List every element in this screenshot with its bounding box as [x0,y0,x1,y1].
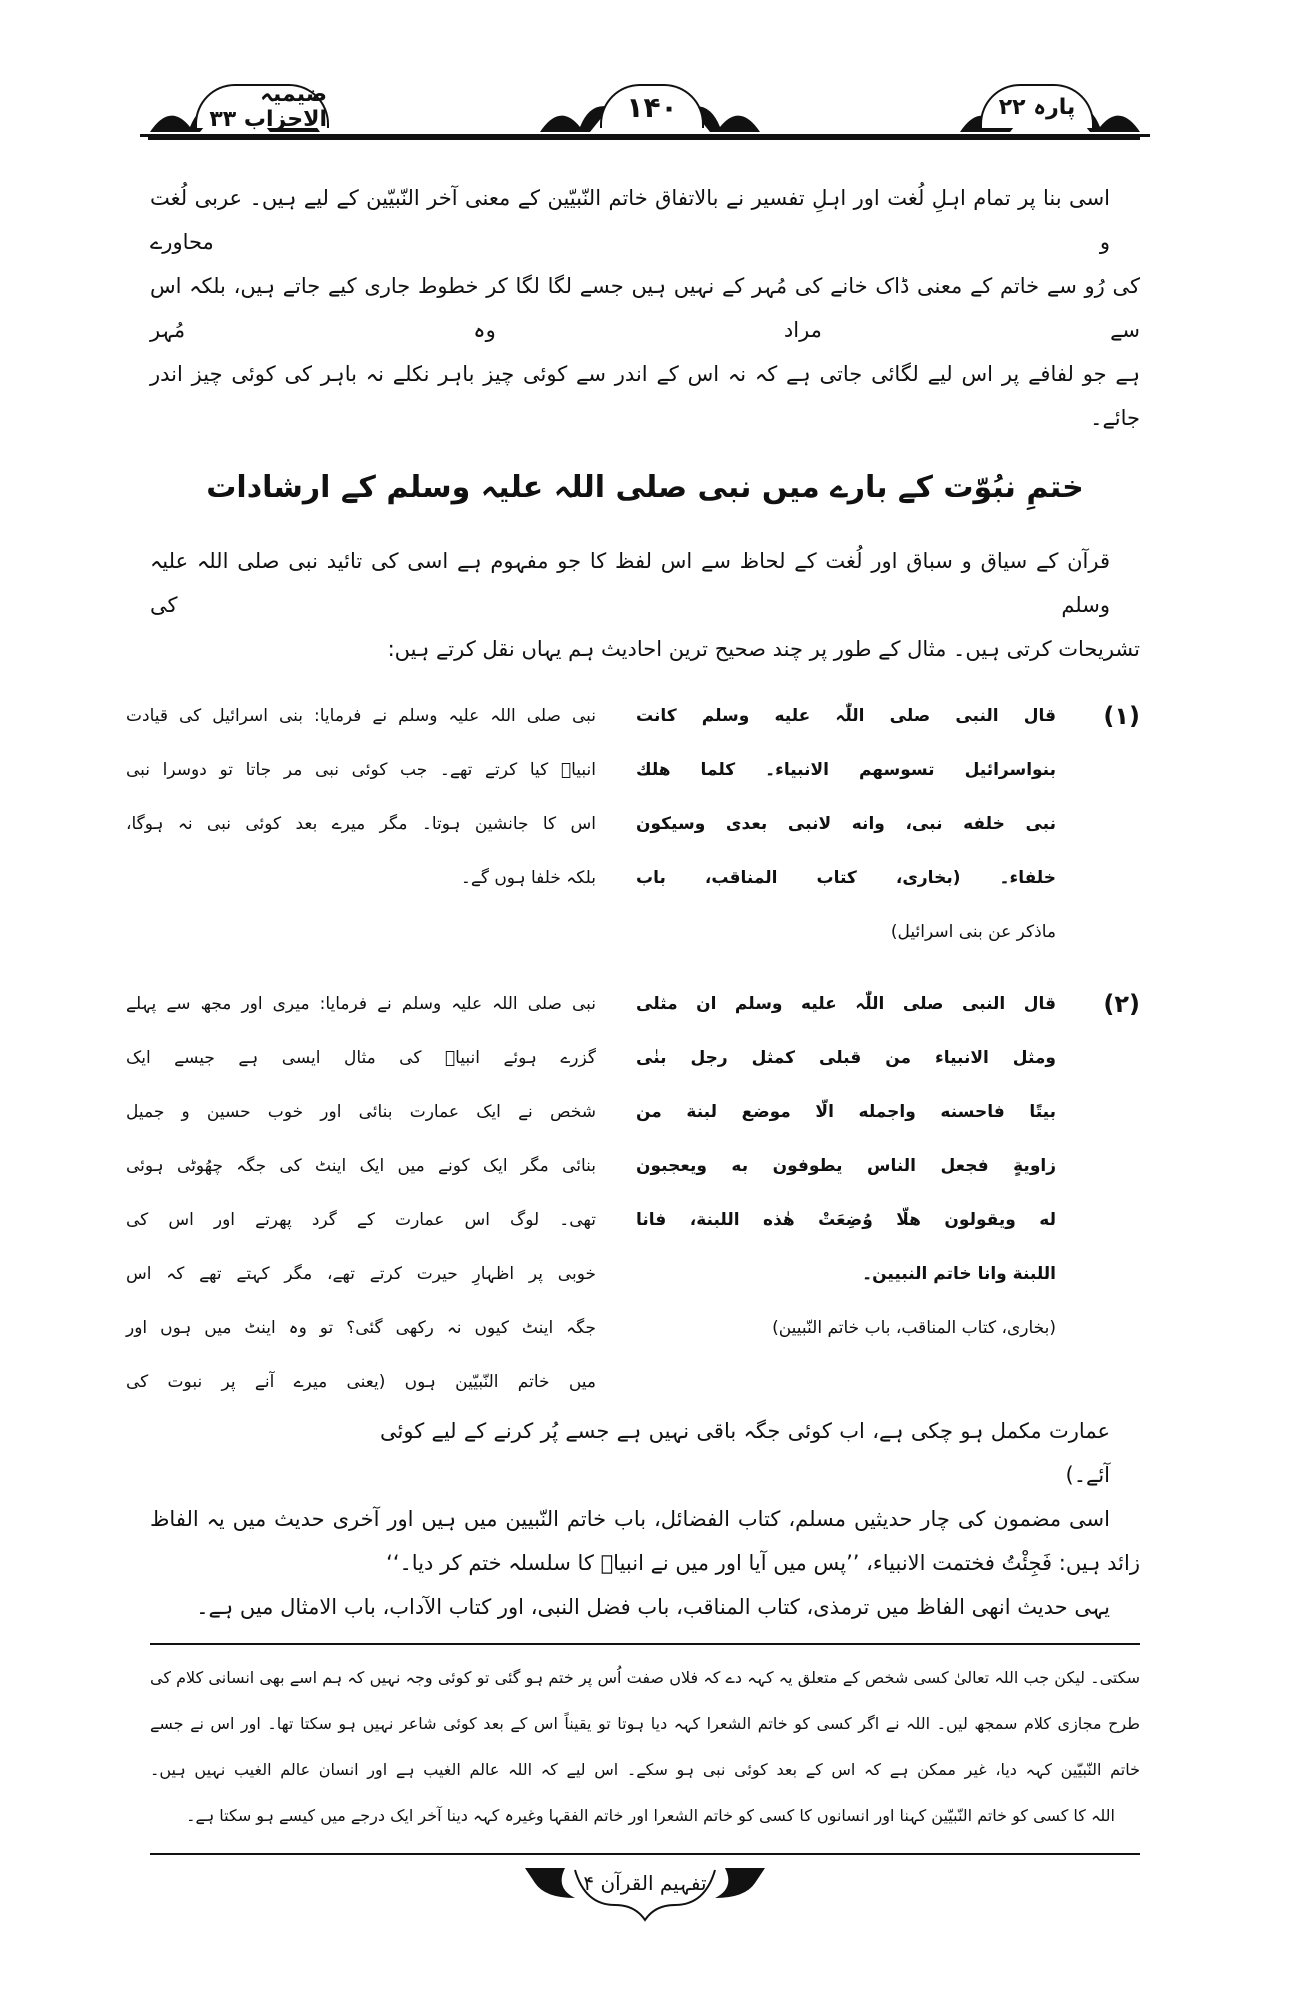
text-line: اسی مضمون کی چار حدیثیں مسلم، کتاب الفضائل، باب خاتم النّبیین میں ہیں اور آخری حدیث میں یہ الفاظ [150,1507,1110,1531]
urdu-line: نبی صلی اللہ علیہ وسلم نے فرمایا: بنی اسرائیل کی قیادت [126,706,596,726]
text-line: اسی بنا پر تمام اہلِ لُغت اور اہلِ تفسیر نے بالاتفاق خاتم النّبیّین کے معنی آخر النّبیّین کے لیے ہیں۔ عربی لُغت و محاورے [150,186,1110,254]
footnote [150,1655,1140,1839]
arabic-line: قال النبی صلی اللّٰہ علیه وسلم کانت [636,706,1056,726]
hadith-2 [126,977,1140,1409]
intro-paragraph [150,176,1140,440]
closing-paragraph [150,1409,1140,1629]
text-line: ہے جو لفافے پر اس لیے لگائی جاتی ہے کہ نہ اس کے اندر سے کوئی چیز باہر نکلے نہ باہر کی کوئی چیز اندر جائے۔ [150,362,1140,430]
footer-rule [150,1853,1140,1855]
text-line: کی رُو سے خاتم کے معنی ڈاک خانے کی مُہر کے نہیں ہیں جسے لگا لگا کر خطوط جاری کیے جاتے ہیں، بلکہ اس سے مراد وہ مُہر [150,274,1140,342]
arabic-line: بنواسرائیل تسوسهم الانبیاء۔ کلما هلك [636,760,1056,780]
page-number: ۱۴۰ [600,84,704,128]
footnote-rule [150,1643,1140,1645]
arabic-line: قال النبی صلی اللّٰہ علیه وسلم ان مثلی [636,994,1056,1014]
arabic-citation: (بخاری، کتاب المناقب، باب خاتم النّبیین) [772,1318,1056,1338]
arabic-citation: ماذکر عن بنی اسرائیل) [890,922,1056,942]
urdu-column [126,977,596,1409]
footnote-line: اللہ کا کسی کو خاتم النّبیّین کہنا اور انسانوں کا کسی کو خاتم الشعرا اور خاتم الفقہا وغیرہ کہہ دینا آخر ایک درجے میں کیسے ہو سکتا ہے۔ [186,1806,1115,1825]
text-line: قرآن کے سیاق و سباق اور لُغت کے لحاظ سے اس لفظ کا جو مفہوم ہے اسی کی تائید نبی صلی اللہ علیہ وسلم کی [150,549,1110,617]
urdu-line: خوبی پر اظہارِ حیرت کرتے تھے، مگر کہتے تھے کہ اس [126,1264,596,1284]
text-line: زائد ہیں: فَجِئْتُ فختمت الانبیاء، ’’پس میں آیا اور میں نے انبیاؑ کا سلسلہ ختم کر دیا۔‘‘ [386,1551,1140,1575]
text-line: یہی حدیث انھی الفاظ میں ترمذی، کتاب المناقب، باب فضل النبی، اور کتاب الآداب، باب الامثال میں ہے۔ [196,1595,1110,1619]
hadith-number: (۱) [1103,702,1140,730]
arabic-column [636,689,1056,959]
footnote-line: خاتم النّبیّین کہہ دیا، غیر ممکن ہے کہ اس کے بعد کوئی نبی ہو سکے۔ اس لیے کہ اللہ عالم الغیب ہے اور انسان عالم الغیب نہیں ہیں۔ [150,1760,1140,1779]
para-label: پارہ ۲۲ [980,84,1094,128]
arabic-line: زاویةٍ فجعل الناس یطوفون به ویعجبون [636,1156,1056,1176]
section-heading: ختمِ نبُوّت کے بارے میں نبی صلی اللہ علیہ وسلم کے ارشادات [206,470,1084,505]
hadith-number: (۲) [1103,990,1140,1018]
urdu-line: گزرے ہوئے انبیاؑ کی مثال ایسی ہے جیسے ایک [126,1048,596,1068]
urdu-line: نبی صلی اللہ علیہ وسلم نے فرمایا: میری اور مجھ سے پہلے [126,994,596,1014]
arabic-line: خلفاء۔ (بخاری، کتاب المناقب، باب [636,868,1056,888]
urdu-line: بنائی مگر ایک کونے میں ایک اینٹ کی جگہ چھُوٹی ہوئی [126,1156,596,1176]
urdu-line: شخص نے ایک عمارت بنائی اور خوب حسین و جمیل [126,1102,596,1122]
arabic-line: اللبنة وانا خاتم النبیین۔ [862,1264,1056,1284]
paragraph-2 [150,539,1140,671]
footnote-line: سکتی۔ لیکن جب اللہ تعالیٰ کسی شخص کے متعلق یہ کہہ دے کہ فلاں صفت اُس پر ختم ہو گئی تو کوئی وجہ نہیں کہ ہم اسے بھی انسانی کلام کی [150,1668,1140,1687]
arabic-column [636,977,1056,1409]
book-title: تفہیم القرآن ۴ [583,1871,707,1895]
urdu-column [126,689,596,959]
footnote-line: طرح مجازی کلام سمجھ لیں۔ اللہ نے اگر کسی کو خاتم الشعرا کہہ دیا ہوتا تو یقیناً اس کے بعد کوئی شاعر نہیں ہو سکتا تھا۔ اور اس نے جسے [150,1714,1140,1733]
urdu-line: انبیاؑ کیا کرتے تھے۔ جب کوئی نبی مر جاتا تو دوسرا نبی [126,760,596,780]
header-rule [148,137,1140,140]
urdu-line: اس کا جانشین ہوتا۔ مگر میرے بعد کوئی نبی نہ ہوگا، [126,814,596,834]
text-line: تشریحات کرتی ہیں۔ مثال کے طور پر چند صحیح ترین احادیث ہم یہاں نقل کرتے ہیں: [387,637,1140,661]
arabic-line: نبی خلفه نبی، وانه لانبی بعدی وسیکون [636,814,1056,834]
urdu-line: بلکہ خلفا ہوں گے۔ [460,868,596,888]
urdu-line: میں خاتم النّبیّین ہوں (یعنی میرے آنے پر نبوت کی [126,1372,596,1392]
surah-label: ضیمیہ الاحزاب ۳۳ [195,84,329,128]
page-body [126,150,1140,1945]
arabic-line: له ویقولون هلّا وُضِعَتْ هٰذه اللبنة، فانا [636,1210,1056,1230]
arabic-line: ومثل الانبیاء من قبلی کمثل رجل بنٰی [636,1048,1056,1068]
text-line: عمارت مکمل ہو چکی ہے، اب کوئی جگہ باقی نہیں ہے جسے پُر کرنے کے لیے کوئی آئے۔) [380,1419,1110,1487]
arabic-line: بیتًا فاحسنه واجمله الّا موضع لبنة من [636,1102,1056,1122]
hadith-1 [126,689,1140,959]
footer [150,1865,1140,1945]
urdu-line: جگہ اینٹ کیوں نہ رکھی گئی؟ تو وہ اینٹ میں ہوں اور [126,1318,596,1338]
urdu-line: تھی۔ لوگ اس عمارت کے گرد پھرتے اور اس کی [126,1210,596,1230]
